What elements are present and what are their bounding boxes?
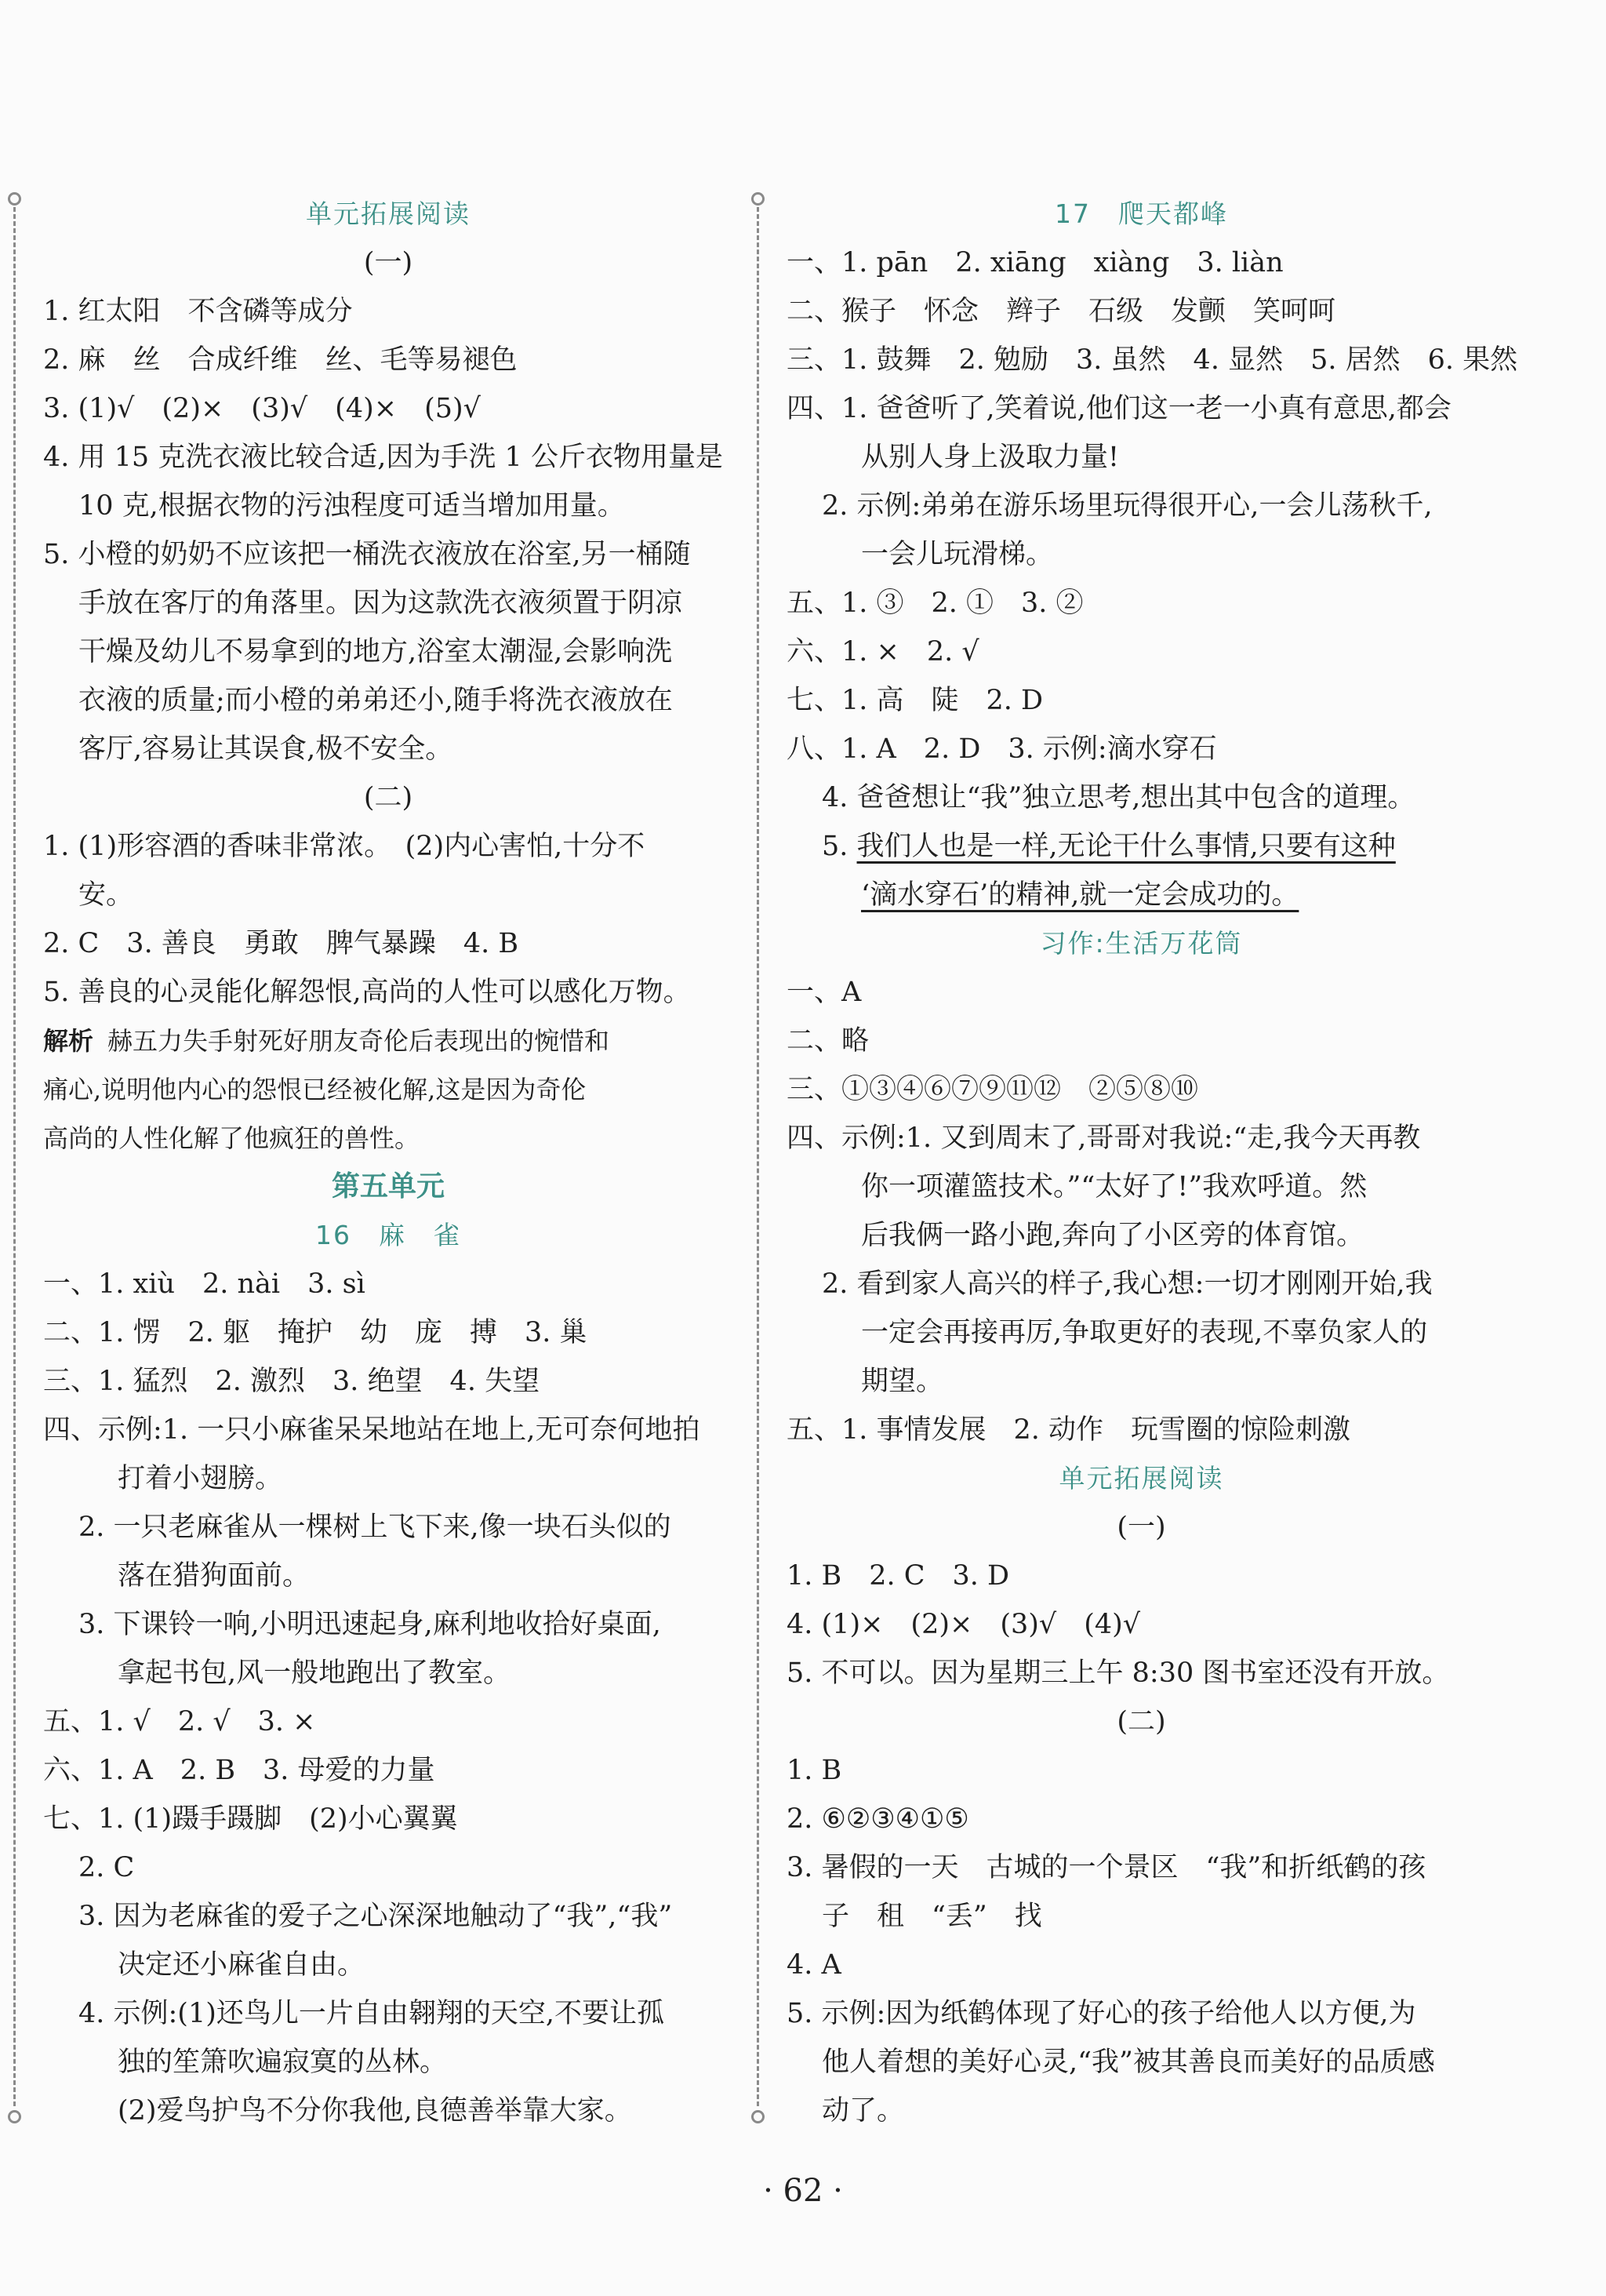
answer-line: 一定会再接再厉,争取更好的表现,不辜负家人的	[861, 1317, 1428, 1348]
answer-line: 10 克,根据衣物的污浊程度可适当增加用量。	[78, 490, 625, 522]
center-binding-cap-top	[751, 192, 765, 206]
answer-line: 5. 不可以。因为星期三上午 8:30 图书室还没有开放。	[787, 1657, 1450, 1689]
answer-line: 2. 看到家人高兴的样子,我心想:一切才刚刚开始,我	[822, 1268, 1433, 1300]
answer-line: 一、1. xiù 2. nài 3. sì	[43, 1268, 365, 1300]
answer-line: 3. (1)√ (2)× (3)√ (4)× (5)√	[43, 393, 481, 424]
section-title: 16 麻 雀	[315, 1220, 461, 1250]
answer-line: 5. 示例:因为纸鹤体现了好心的孩子给他人以方便,为	[787, 1998, 1416, 2029]
analysis-text: 痛心,说明他内心的怨恨已经被化解,这是因为奇伦	[43, 1075, 587, 1104]
subsection-heading: (一)	[363, 247, 413, 278]
answer-line: 3. 因为老麻雀的爱子之心深深地触动了“我”,“我”	[78, 1901, 673, 1932]
answer-line: 三、1. 鼓舞 2. 勉励 3. 虽然 4. 显然 5. 居然 6. 果然	[787, 344, 1518, 376]
answer-line: 手放在客厅的角落里。因为这款洗衣液须置于阴凉	[78, 588, 683, 619]
answer-line: 七、1. (1)蹑手蹑脚 (2)小心翼翼	[43, 1803, 458, 1835]
answer-line: 决定还小麻雀自由。	[118, 1949, 365, 1981]
subsection-heading: (二)	[363, 782, 413, 813]
answer-line: 衣液的质量;而小橙的弟弟还小,随手将洗衣液放在	[78, 685, 673, 716]
underlined-answer: 我们人也是一样,无论干什么事情,只要有这种	[856, 831, 1396, 862]
answer-line: 四、示例:1. 一只小麻雀呆呆地站在地上,无可奈何地拍	[43, 1414, 700, 1446]
answer-line: 你一项灌篮技术。”“太好了!”我欢呼道。然	[861, 1171, 1368, 1203]
answer-line: 从别人身上汲取力量!	[861, 442, 1120, 473]
answer-line	[787, 822, 1496, 871]
answer-line: 二、略	[787, 1025, 870, 1057]
answer-line: 四、1. 爸爸听了,笑着说,他们这一老一小真有意思,都会	[787, 393, 1452, 424]
section-title: 17 爬天都峰	[1055, 198, 1228, 229]
left-binding-cap-top	[8, 192, 21, 206]
left-binding-line	[13, 200, 16, 2106]
left-answer-column	[43, 190, 733, 2135]
answer-line: 5. 善良的心灵能化解怨恨,高尚的人性可以感化万物。	[43, 977, 691, 1008]
answer-line: 三、1. 猛烈 2. 激烈 3. 绝望 4. 失望	[43, 1366, 540, 1397]
answer-number: 5.	[822, 831, 857, 862]
section-title: 单元拓展阅读	[306, 198, 471, 229]
answer-line: 落在猎狗面前。	[118, 1560, 311, 1592]
analysis-line	[43, 1114, 733, 1163]
answer-line: 4. A	[787, 1949, 841, 1981]
subsection-heading: (二)	[1117, 1706, 1166, 1737]
answer-line: 2. ⑥②③④①⑤	[787, 1803, 969, 1835]
answer-line: 二、1. 愣 2. 躯 掩护 幼 庞 搏 3. 巢	[43, 1317, 587, 1348]
answer-line	[787, 871, 1496, 919]
analysis-text: 高尚的人性化解了他疯狂的兽性。	[43, 1123, 420, 1153]
underlined-answer: ‘滴水穿石’的精神,就一定会成功的。	[861, 879, 1299, 911]
answer-line: 1. B	[787, 1755, 842, 1786]
analysis-line	[43, 1065, 733, 1114]
answer-line: 期望。	[861, 1366, 944, 1397]
analysis-text: 赫五力失手射死好朋友奇伦后表现出的惋惜和	[107, 1026, 610, 1056]
answer-line: 五、1. √ 2. √ 3. ×	[43, 1706, 316, 1737]
answer-line: 4. 示例:(1)还鸟儿一片自由翱翔的天空,不要让孤	[78, 1998, 665, 2029]
answer-line: 三、①③④⑥⑦⑨⑪⑫ ②⑤⑧⑩	[787, 1074, 1199, 1105]
answer-line: 五、1. 事情发展 2. 动作 玩雪圈的惊险刺激	[787, 1414, 1351, 1446]
answer-line: 子 租 “丢” 找	[822, 1901, 1042, 1932]
answer-line: 他人着想的美好心灵,“我”被其善良而美好的品质感	[822, 2047, 1435, 2078]
answer-line: 二、猴子 怀念 辫子 石级 发颤 笑呵呵	[787, 296, 1336, 327]
answer-line: 动了。	[822, 2095, 905, 2127]
answer-line: 1. (1)形容酒的香味非常浓。 (2)内心害怕,十分不	[43, 831, 645, 862]
answer-line: 2. 麻 丝 合成纤维 丝、毛等易褪色	[43, 344, 518, 376]
answer-line: 1. B 2. C 3. D	[787, 1560, 1010, 1592]
answer-line: 4. 爸爸想让“我”独立思考,想出其中包含的道理。	[822, 782, 1415, 813]
center-binding-line	[757, 200, 759, 2106]
answer-line: 4. (1)× (2)× (3)√ (4)√	[787, 1609, 1141, 1640]
answer-line: 5. 小橙的奶奶不应该把一桶洗衣液放在浴室,另一桶随	[43, 539, 691, 570]
answer-line: 六、1. A 2. B 3. 母爱的力量	[43, 1755, 435, 1786]
section-title: 单元拓展阅读	[1059, 1463, 1224, 1494]
answer-line: 七、1. 高 陡 2. D	[787, 685, 1044, 716]
answer-line: 干燥及幼儿不易拿到的地方,浴室太潮湿,会影响洗	[78, 636, 673, 668]
center-binding-cap-bottom	[751, 2110, 765, 2123]
unit-heading: 第五单元	[331, 1170, 445, 1203]
analysis-label: 解析	[43, 1026, 94, 1056]
answer-line: 客厅,容易让其误食,极不安全。	[78, 733, 453, 765]
right-answer-column	[787, 190, 1518, 2135]
answer-line: 2. 示例:弟弟在游乐场里玩得很开心,一会儿荡秋千,	[822, 490, 1433, 522]
answer-line: 独的笙箫吹遍寂寞的丛林。	[118, 2047, 448, 2078]
answer-line: (2)爱鸟护鸟不分你我他,良德善举靠大家。	[118, 2095, 632, 2127]
answer-line: 拿起书包,风一般地跑出了教室。	[118, 1657, 511, 1689]
left-binding-cap-bottom	[8, 2110, 21, 2123]
section-title: 习作:生活万花筒	[1040, 928, 1243, 959]
answer-line: 2. C	[78, 1852, 135, 1883]
analysis-line	[43, 1017, 733, 1065]
answer-line: 3. 暑假的一天 古城的一个景区 “我”和折纸鹤的孩	[787, 1852, 1426, 1883]
answer-line: 4. 用 15 克洗衣液比较合适,因为手洗 1 公斤衣物用量是	[43, 442, 723, 473]
answer-line: 后我俩一路小跑,奔向了小区旁的体育馆。	[861, 1220, 1364, 1251]
answer-line: 八、1. A 2. D 3. 示例:滴水穿石	[787, 733, 1217, 765]
answer-line: 六、1. × 2. √	[787, 636, 979, 668]
answer-line: 1. 红太阳 不含磷等成分	[43, 296, 353, 327]
answer-line: 2. 一只老麻雀从一棵树上飞下来,像一块石头似的	[78, 1512, 671, 1543]
answer-line: 一、1. pān 2. xiāng xiàng 3. liàn	[787, 247, 1284, 278]
answer-line: 3. 下课铃一响,小明迅速起身,麻利地收拾好桌面,	[78, 1609, 661, 1640]
subsection-heading: (一)	[1117, 1512, 1166, 1543]
answer-line: 五、1. ③ 2. ① 3. ②	[787, 588, 1084, 619]
answer-line: 安。	[78, 879, 134, 911]
answer-line: 四、示例:1. 又到周末了,哥哥对我说:“走,我今天再教	[787, 1123, 1421, 1154]
answer-line: 一、A	[787, 977, 862, 1008]
page-number: · 62 ·	[763, 2173, 843, 2209]
answer-line: 2. C 3. 善良 勇敢 脾气暴躁 4. B	[43, 928, 519, 959]
answer-line: 一会儿玩滑梯。	[861, 539, 1054, 570]
answer-line: 打着小翅膀。	[118, 1463, 283, 1494]
